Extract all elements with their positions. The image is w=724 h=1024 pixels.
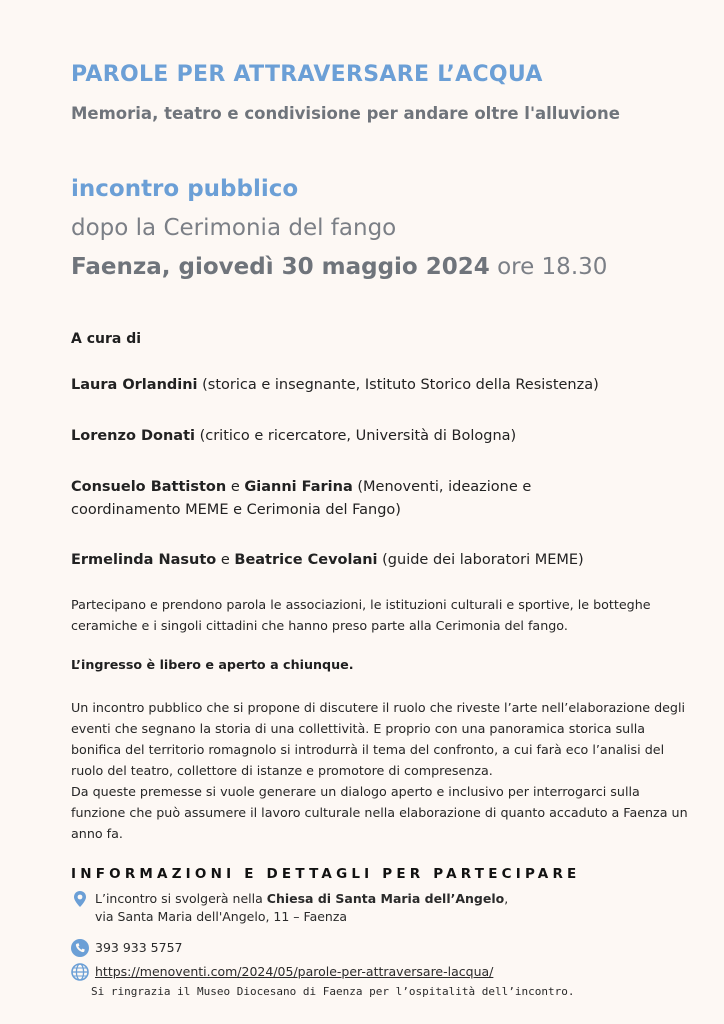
map-pin-icon bbox=[71, 890, 89, 908]
curator-role: (critico e ricercatore, Università di Bologna) bbox=[199, 428, 517, 444]
curator-role: (guide dei laboratori MEME) bbox=[382, 552, 584, 568]
curators-heading: A cura di bbox=[71, 331, 142, 347]
location-prefix: L’incontro si svolgerà nella bbox=[95, 891, 263, 906]
thanks-note: Si ringrazia il Museo Diocesano di Faenza per l’ospitalità dell’incontro. bbox=[91, 985, 575, 998]
event-place-date: Faenza, giovedì 30 maggio 2024 bbox=[71, 254, 490, 280]
page-subtitle: Memoria, teatro e condivisione per andare oltre l'alluvione bbox=[71, 104, 620, 123]
curator-entry bbox=[71, 549, 671, 572]
curator-role: (Menoventi, ideazione e coordinamento MEME e Cerimonia del Fango) bbox=[71, 479, 532, 518]
curator-entry bbox=[71, 425, 671, 448]
participants-paragraph: Partecipano e prendono parola le associazioni, le istituzioni culturali e sportive, le botteghe ceramiche e i singoli cittadini che hanno preso parte alla Cerimonia del fango. bbox=[71, 597, 651, 633]
location-text bbox=[95, 890, 508, 926]
curator-name: Beatrice Cevolani bbox=[234, 552, 378, 568]
web-row bbox=[71, 963, 493, 981]
phone-icon bbox=[71, 939, 89, 957]
event-time: ore 18.30 bbox=[497, 254, 608, 280]
page-title: PAROLE PER ATTRAVERSARE L’ACQUA bbox=[71, 62, 543, 87]
conjunction: e bbox=[220, 552, 230, 568]
curator-role: (storica e insegnante, Istituto Storico della Resistenza) bbox=[202, 377, 599, 393]
curator-name: Consuelo Battiston bbox=[71, 479, 227, 495]
event-type: incontro pubblico bbox=[71, 176, 299, 202]
event-after: dopo la Cerimonia del fango bbox=[71, 215, 397, 241]
curator-name: Laura Orlandini bbox=[71, 377, 198, 393]
globe-icon bbox=[71, 963, 89, 981]
info-heading: INFORMAZIONI E DETTAGLI PER PARTECIPARE bbox=[71, 866, 581, 882]
description-paragraph: Un incontro pubblico che si propone di discutere il ruolo che riveste l’arte nell’elaborazione degli eventi che segnano la storia di una collettività. E proprio con una panoramica storica sulla bonifica del territorio romagnolo si introdurrà il tema del confronto, a cui farà eco l’analisi del ruolo del teatro, collettore di istanze e promotore di compresenza. Da queste premesse si vuole generare un dialogo aperto e inclusivo per interrogarci sulla funzione che può assumere il lavoro culturale nella elaborazione di quanto accaduto a Faenza un anno fa. bbox=[71, 700, 688, 841]
curator-entry bbox=[71, 476, 571, 522]
curator-name: Lorenzo Donati bbox=[71, 428, 195, 444]
location-row bbox=[71, 890, 508, 926]
location-suffix: , bbox=[504, 891, 509, 906]
curator-name: Gianni Farina bbox=[244, 479, 353, 495]
event-when bbox=[71, 254, 607, 280]
phone-number[interactable]: 393 933 5757 bbox=[95, 940, 183, 955]
free-entry-note: L’ingresso è libero e aperto a chiunque. bbox=[71, 657, 354, 672]
phone-row bbox=[71, 939, 182, 957]
curator-entry bbox=[71, 374, 671, 397]
conjunction: e bbox=[230, 479, 240, 495]
location-name: Chiesa di Santa Maria dell’Angelo bbox=[266, 891, 505, 906]
event-link[interactable]: https://menoventi.com/2024/05/parole-per-attraversare-lacqua/ bbox=[95, 964, 494, 979]
location-address: via Santa Maria dell'Angelo, 11 – Faenza bbox=[95, 909, 348, 924]
curator-name: Ermelinda Nasuto bbox=[71, 552, 217, 568]
